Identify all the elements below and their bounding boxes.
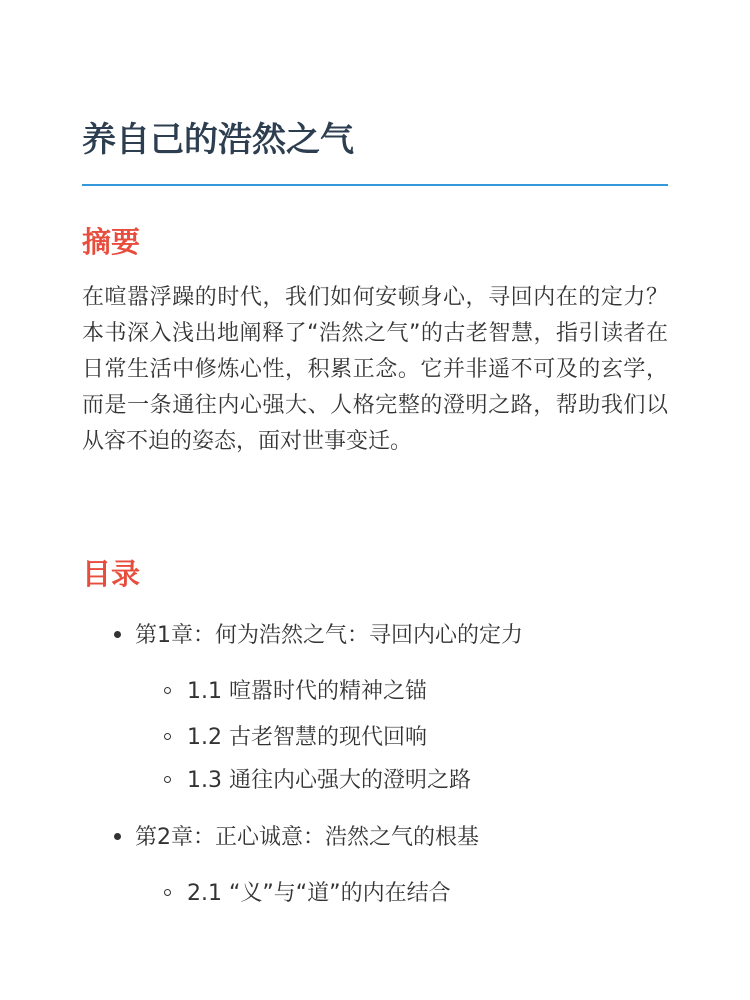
document-title: 养自己的浩然之气 [82, 120, 354, 160]
toc-section-label: 1.3 通往内心强大的澄明之路 [187, 768, 471, 793]
toc-section-1-3 [164, 765, 471, 797]
abstract-text: 在喧嚣浮躁的时代，我们如何安顿身心，寻回内在的定力？本书深入浅出地阐释了“浩然之气”的古老智慧，指引读者在日常生活中修炼心性，积累正念。它并非遥不可及的玄学，而是一条通往内心强大、人格完整的澄明之路，帮助我们以从容不迫的姿态，面对世事变迁。 [82, 285, 668, 454]
bullet-disc-icon [114, 631, 121, 638]
toc-section-2-1 [164, 878, 451, 910]
bullet-circle-icon [164, 889, 171, 896]
bullet-circle-icon [164, 733, 171, 740]
title-divider [82, 184, 668, 186]
bullet-circle-icon [164, 687, 171, 694]
toc-chapter-label: 第1章：何为浩然之气：寻回内心的定力 [135, 623, 523, 648]
toc-section-label: 1.2 古老智慧的现代回响 [187, 725, 427, 750]
toc-section-1-2 [164, 722, 427, 754]
toc-heading: 目录 [82, 557, 141, 591]
bullet-circle-icon [164, 776, 171, 783]
toc-chapter-label: 第2章：正心诚意：浩然之气的根基 [135, 825, 479, 850]
bullet-disc-icon [114, 833, 121, 840]
toc-section-label: 1.1 喧嚣时代的精神之锚 [187, 679, 427, 704]
toc-section-1-1 [164, 676, 427, 708]
abstract-heading: 摘要 [82, 225, 141, 259]
toc-chapter-1 [114, 620, 523, 652]
toc-chapter-2 [114, 822, 479, 854]
toc-section-label: 2.1 “义”与“道”的内在结合 [187, 881, 451, 906]
